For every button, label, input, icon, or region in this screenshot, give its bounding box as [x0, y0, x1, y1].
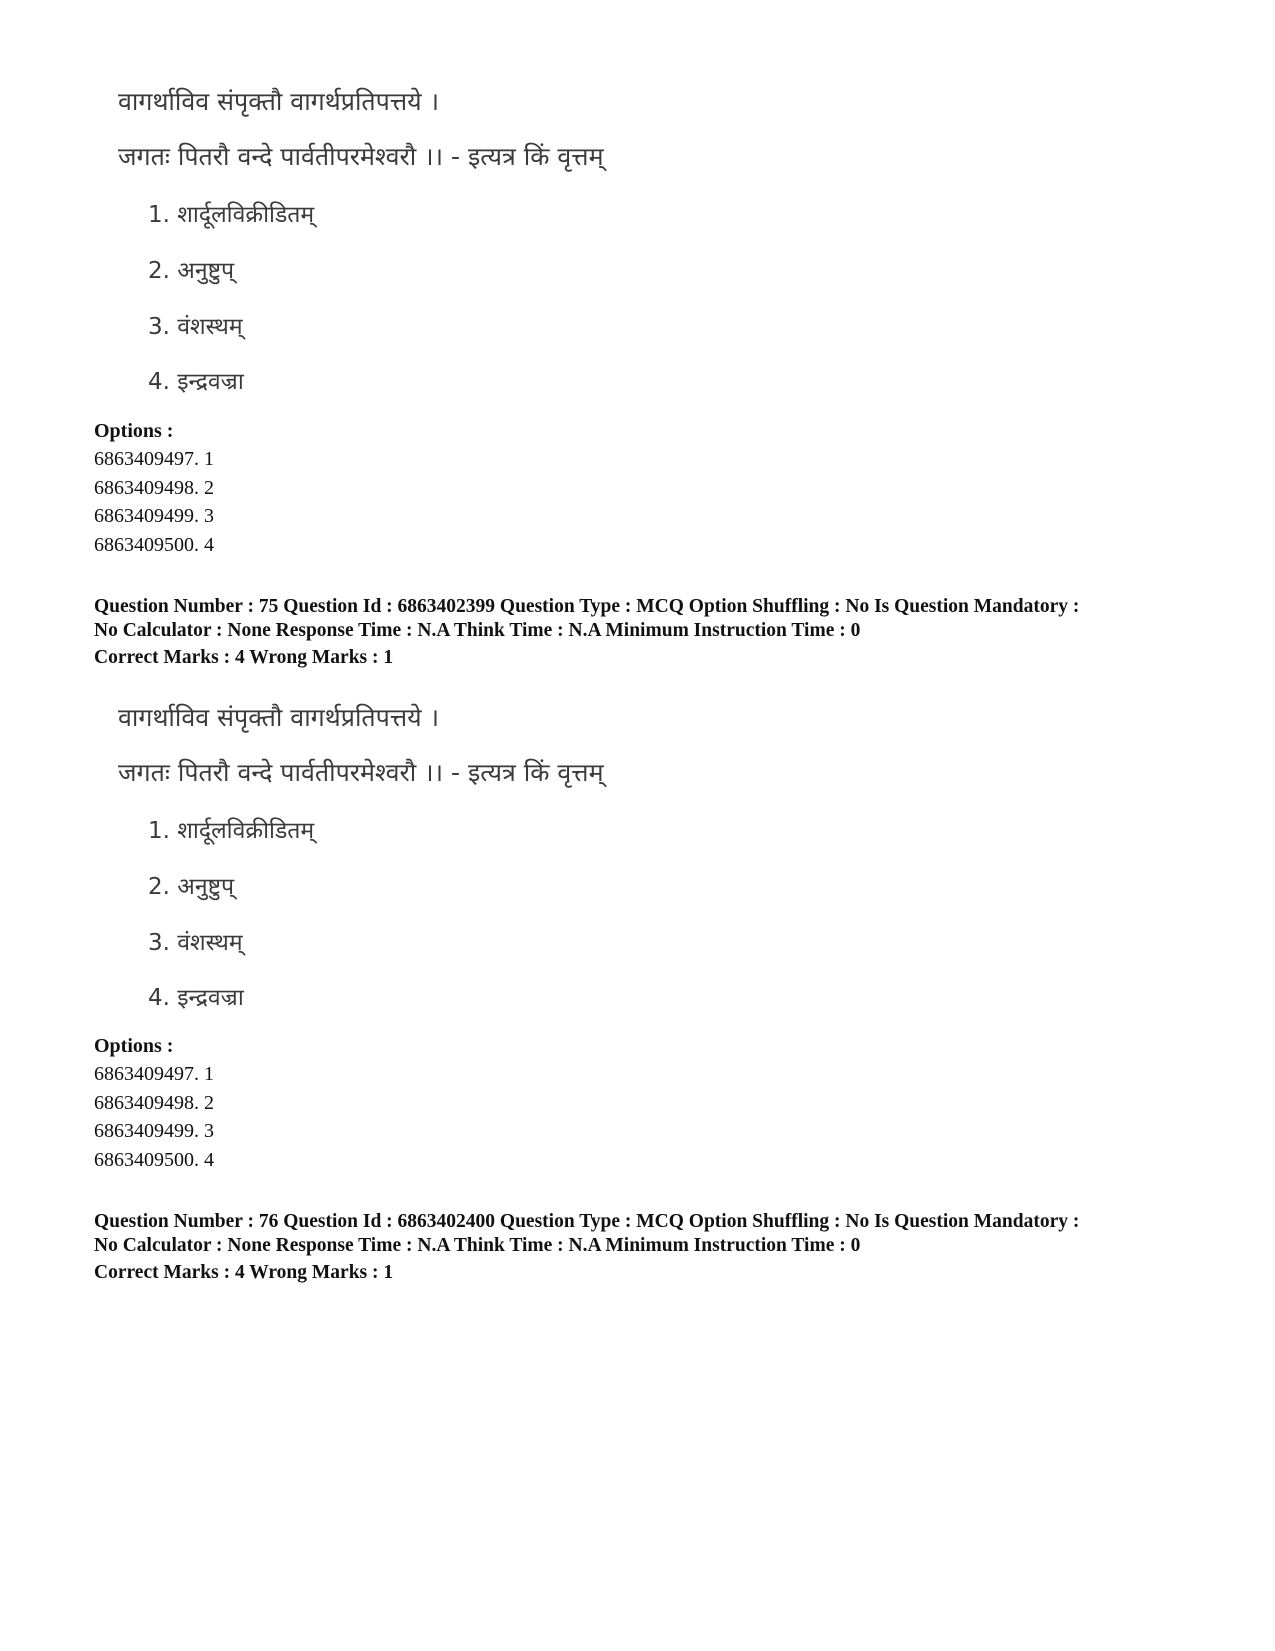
question-text-line: जगतः पितरौ वन्दे पार्वतीपरमेश्वरौ ।। - इत्यत्र किं वृत्तम् — [118, 758, 604, 787]
option-id: 6863409497. 1 — [94, 448, 214, 470]
question-text-line: वागर्थाविव संपृक्तौ वागर्थप्रतिपत्तये । — [118, 703, 440, 732]
option-id: 6863409500. 4 — [94, 534, 214, 556]
choice-item: 2. अनुष्टुप् — [148, 874, 235, 900]
option-id: 6863409498. 2 — [94, 477, 214, 499]
choice-item: 3. वंशस्थम् — [148, 314, 243, 340]
choice-item: 3. वंशस्थम् — [148, 930, 243, 956]
choice-item: 1. शार्दूलविक्रीडितम् — [148, 202, 315, 228]
question-header-line: No Calculator : None Response Time : N.A Think Time : N.A Minimum Instruction Time : 0 — [94, 1235, 861, 1256]
options-label: Options : — [94, 420, 174, 442]
options-label: Options : — [94, 1035, 174, 1057]
option-id: 6863409498. 2 — [94, 1092, 214, 1114]
question-header-line: Question Number : 76 Question Id : 6863402400 Question Type : MCQ Option Shuffling : No Is Question Mandatory : — [94, 1211, 1080, 1232]
choice-item: 1. शार्दूलविक्रीडितम् — [148, 818, 315, 844]
choice-item: 4. इन्द्रवज्रा — [148, 985, 244, 1011]
option-id: 6863409499. 3 — [94, 1120, 214, 1142]
question-text-line: जगतः पितरौ वन्दे पार्वतीपरमेश्वरौ ।। - इत्यत्र किं वृत्तम् — [118, 142, 604, 171]
choice-item: 2. अनुष्टुप् — [148, 258, 235, 284]
option-id: 6863409497. 1 — [94, 1063, 214, 1085]
marks-line: Correct Marks : 4 Wrong Marks : 1 — [94, 1262, 394, 1283]
marks-line: Correct Marks : 4 Wrong Marks : 1 — [94, 647, 394, 668]
question-text-line: वागर्थाविव संपृक्तौ वागर्थप्रतिपत्तये । — [118, 87, 440, 116]
option-id: 6863409499. 3 — [94, 505, 214, 527]
choice-item: 4. इन्द्रवज्रा — [148, 369, 244, 395]
question-header-line: Question Number : 75 Question Id : 6863402399 Question Type : MCQ Option Shuffling : No Is Question Mandatory : — [94, 596, 1080, 617]
option-id: 6863409500. 4 — [94, 1149, 214, 1171]
question-header-line: No Calculator : None Response Time : N.A Think Time : N.A Minimum Instruction Time : 0 — [94, 620, 861, 641]
